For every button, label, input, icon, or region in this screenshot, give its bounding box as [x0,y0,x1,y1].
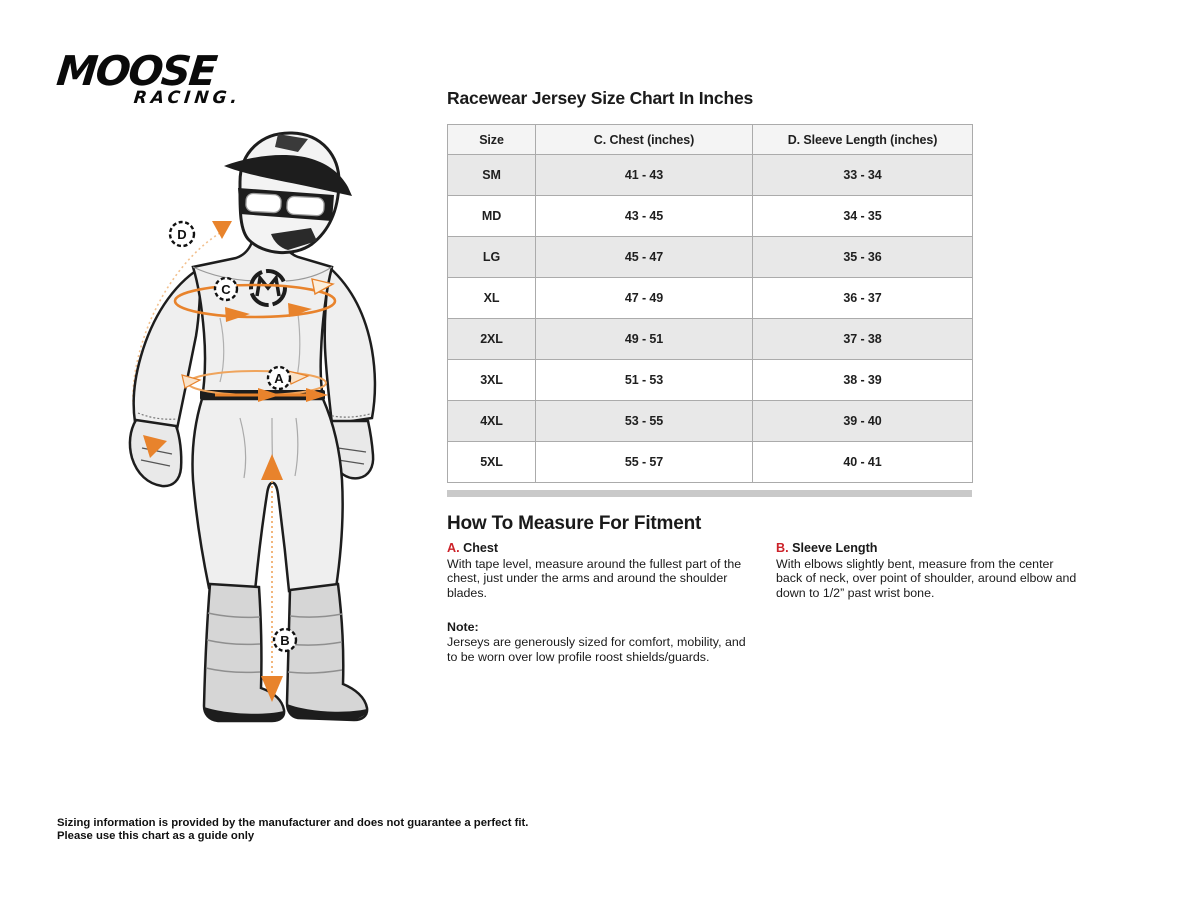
measure-title-chest: Chest [463,541,499,555]
cell-chest: 47 - 49 [536,278,753,319]
cell-size: MD [448,196,536,237]
cell-chest: 53 - 55 [536,401,753,442]
label-b [274,629,296,651]
rider-measurement-illustration [40,118,440,758]
cell-chest: 43 - 45 [536,196,753,237]
label-a-letter: A [274,371,284,386]
right-boot [287,584,367,720]
goggle-lens-right [287,196,325,216]
size-chart-title: Racewear Jersey Size Chart In Inches [447,88,754,108]
size-table-container [447,124,973,483]
table-row [448,237,973,278]
col-header-sleeve: D. Sleeve Length (inches) [753,125,973,155]
table-row [448,155,973,196]
note-body: Jerseys are generously sized for comfort, mobility, and to be worn over low profile roost shields/guards. [447,634,746,664]
table-row [448,442,973,483]
cell-sleeve: 39 - 40 [753,401,973,442]
size-table [447,124,973,483]
footer-line-1: Sizing information is provided by the manufacturer and does not guarantee a perfect fit. [57,817,529,829]
cell-size: SM [448,155,536,196]
logo-moose-text: MOOSE [54,47,218,95]
cell-sleeve: 34 - 35 [753,196,973,237]
cell-size: 5XL [448,442,536,483]
left-glove [130,420,181,486]
cell-sleeve: 36 - 37 [753,278,973,319]
measure-section-chest-title [447,541,751,556]
col-header-size: Size [448,125,536,155]
note-block [447,620,751,664]
measure-letter-a: A. [447,541,460,555]
footer-line-2: Please use this chart as a guide only [57,830,255,842]
note-label: Note: [447,620,479,634]
cell-size: 3XL [448,360,536,401]
goggle-lens-left [246,193,282,213]
cell-size: XL [448,278,536,319]
table-bottom-strip [447,490,972,497]
label-d-letter: D [177,227,187,242]
cell-chest: 55 - 57 [536,442,753,483]
measure-section-sleeve-title [776,541,1078,556]
cell-sleeve: 33 - 34 [753,155,973,196]
cell-chest: 49 - 51 [536,319,753,360]
cell-sleeve: 37 - 38 [753,319,973,360]
jersey-right-sleeve [325,268,375,424]
measure-body-chest: With tape level, measure around the fullest part of the chest, just under the arms and around the shoulder blades. [447,556,742,600]
label-c [215,278,237,300]
label-c-letter: C [221,282,231,297]
col-header-chest: C. Chest (inches) [536,125,753,155]
cell-size: 4XL [448,401,536,442]
table-row [448,401,973,442]
label-d [170,222,194,246]
measure-body-sleeve: With elbows slightly bent, measure from the center back of neck, over point of shoulder, around elbow and down to 1/2” past wrist bone. [776,556,1077,600]
logo-racing-text: RACING. [132,88,243,108]
cell-chest: 41 - 43 [536,155,753,196]
cell-size: LG [448,237,536,278]
cell-chest: 51 - 53 [536,360,753,401]
measure-section-sleeve [776,541,1078,600]
cell-sleeve: 40 - 41 [753,442,973,483]
table-row [448,319,973,360]
moose-racing-logo [54,47,247,108]
measure-heading: How To Measure For Fitment [447,513,702,534]
measure-title-sleeve: Sleeve Length [792,541,878,555]
pants [192,399,342,591]
cell-chest: 45 - 47 [536,237,753,278]
cell-sleeve: 38 - 39 [753,360,973,401]
table-row [448,360,973,401]
cell-sleeve: 35 - 36 [753,237,973,278]
footer-disclaimer [57,817,528,843]
table-row [448,278,973,319]
label-a [268,367,290,389]
cell-size: 2XL [448,319,536,360]
measure-letter-b: B. [776,541,789,555]
table-header-row [448,125,973,155]
table-row [448,196,973,237]
label-b-letter: B [280,633,290,648]
measure-section-chest [447,541,751,600]
